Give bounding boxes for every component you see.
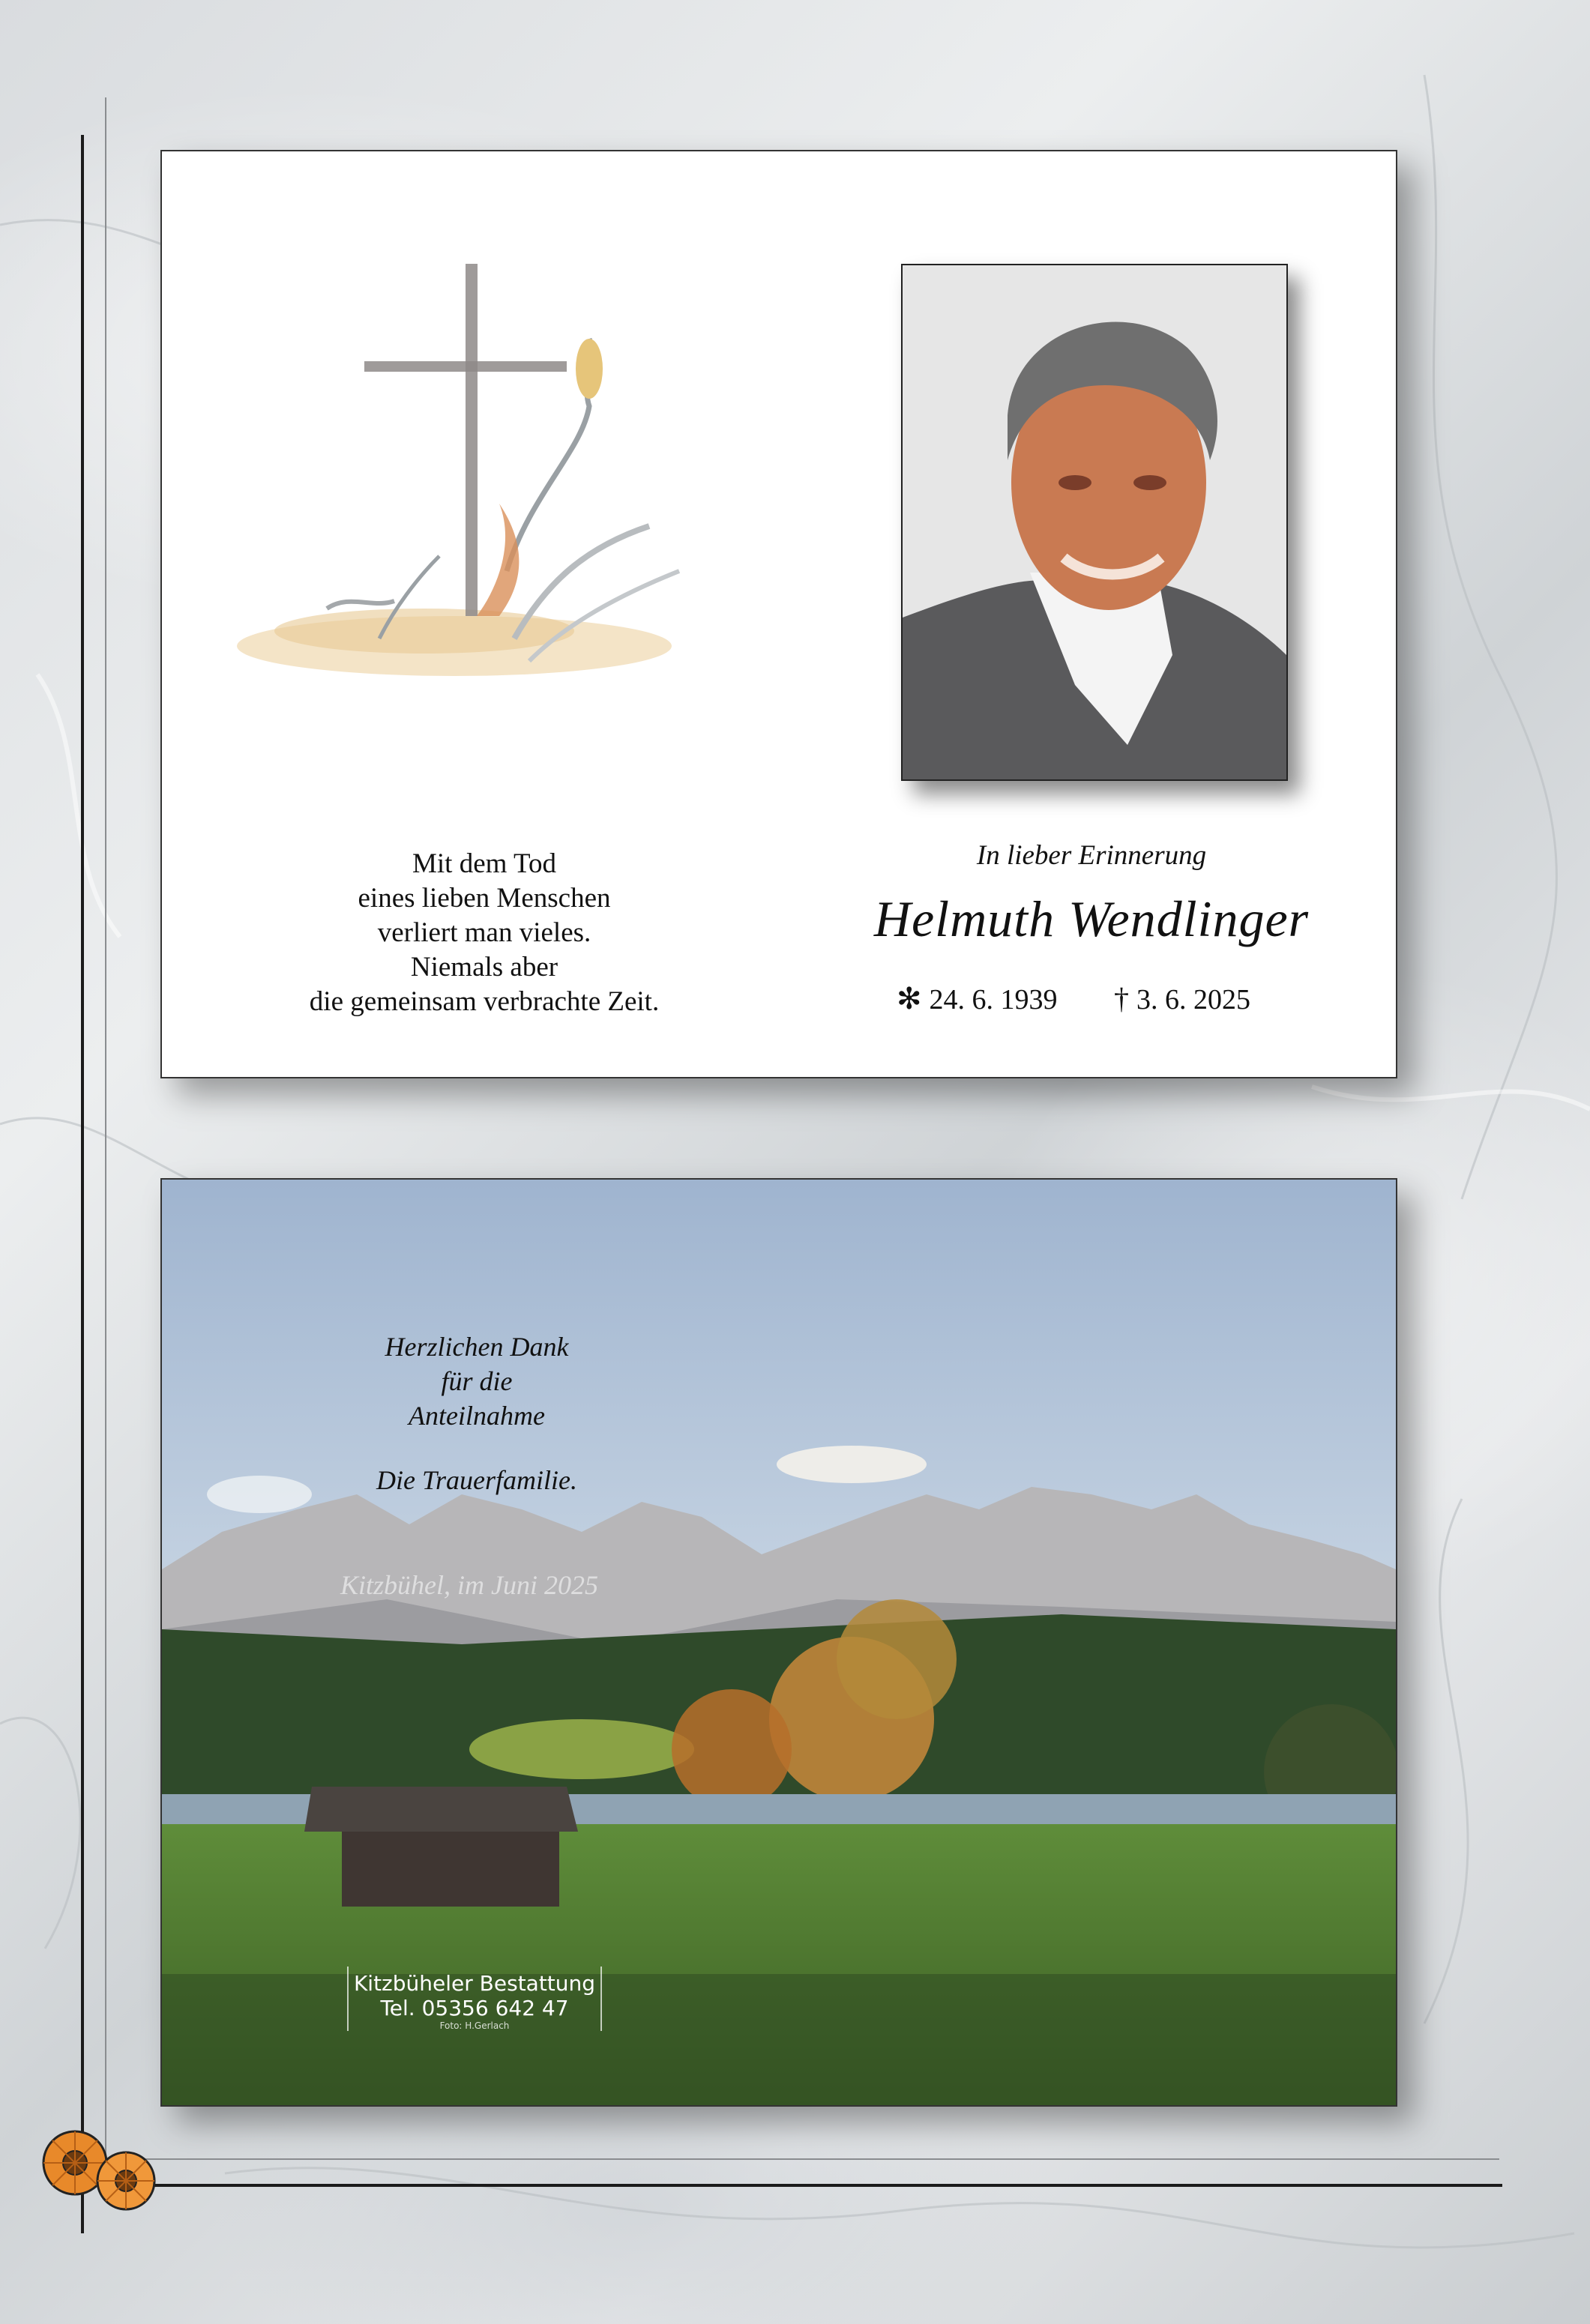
undertaker-box [347, 1967, 602, 2031]
death-date: 3. 6. 2025 [1136, 984, 1250, 1015]
flower-icon [30, 2112, 172, 2224]
thanks-line: Anteilnahme [409, 1401, 545, 1431]
thanks-line: für die [441, 1366, 513, 1396]
poem-line: Niemals aber [410, 952, 558, 983]
memorial-card-back [160, 1178, 1397, 2107]
frame-bottom-line [67, 2184, 1502, 2187]
memorial-poem [252, 847, 717, 1019]
frame-inner-left-line [105, 97, 106, 2188]
birth-star-icon: ✻ [897, 982, 922, 1015]
place-date: Kitzbühel, im Juni 2025 [340, 1570, 598, 1600]
poem-line: Mit dem Tod [412, 848, 556, 879]
frame-left-line [81, 135, 84, 2233]
undertaker-phone: Tel. 05356 642 47 [380, 1996, 569, 2020]
birth-date: 24. 6. 1939 [929, 984, 1058, 1015]
frame-inner-bottom-line [105, 2158, 1499, 2160]
portrait-photo [901, 264, 1288, 781]
death-date-group [1114, 981, 1250, 1016]
in-memory-heading: In lieber Erinnerung [976, 840, 1207, 871]
poem-line: verliert man vieles. [377, 917, 591, 948]
family-signature: Die Trauerfamilie. [376, 1465, 577, 1495]
cross-illustration [229, 256, 709, 676]
thanks-line: Herzlichen Dank [385, 1332, 569, 1362]
death-cross-icon: † [1114, 982, 1129, 1015]
undertaker-name: Kitzbüheler Bestattung [353, 1971, 596, 1996]
birth-date-group [897, 981, 1058, 1016]
thanks-message [297, 1329, 657, 1433]
memorial-card-front [160, 150, 1397, 1078]
poem-line: die gemeinsam verbrachte Zeit. [309, 986, 660, 1017]
photo-credit: Foto: H.Gerlach [439, 2020, 510, 2031]
deceased-name: Helmuth Wendlinger [873, 890, 1310, 947]
poem-line: eines lieben Menschen [358, 883, 611, 914]
